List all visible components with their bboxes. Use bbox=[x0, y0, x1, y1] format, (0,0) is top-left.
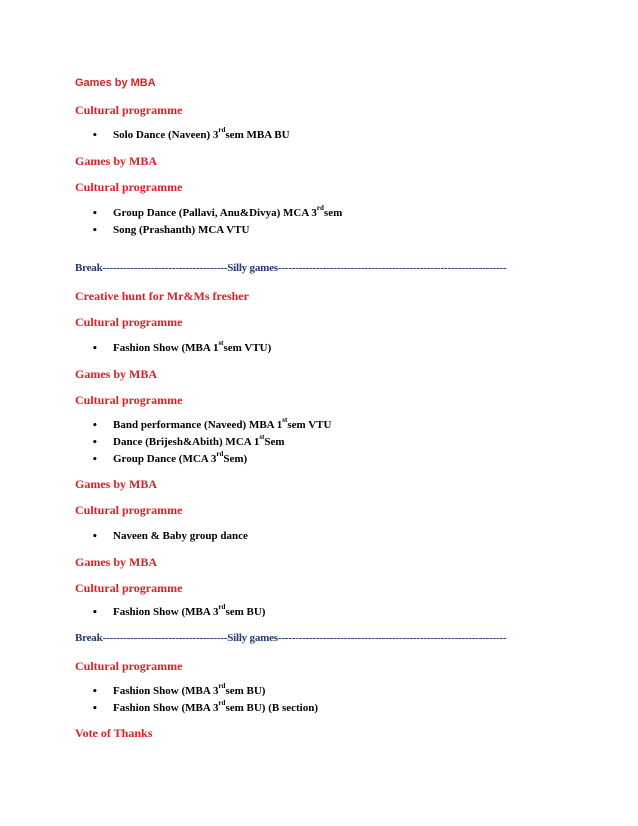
list-item: •Dance (Brijesh&Abith) MCA 1stSem bbox=[92, 436, 285, 448]
bullet-icon bbox=[92, 606, 113, 618]
bullet-icon bbox=[92, 702, 113, 714]
bullet-icon bbox=[92, 530, 113, 542]
bullet-icon bbox=[92, 419, 113, 431]
heading-games: Games by MBA bbox=[75, 154, 157, 168]
break-line: Break------------------------------------Silly games------------------------------------------------------------------ bbox=[75, 632, 507, 644]
list-item: •Fashion Show (MBA 1stsem VTU) bbox=[92, 342, 271, 354]
list-item: •Band performance (Naveed) MBA 1stsem VTU bbox=[92, 419, 331, 431]
list-item: •Fashion Show (MBA 3rdsem BU) bbox=[92, 606, 265, 618]
bullet-icon bbox=[92, 342, 113, 354]
break-line: Break------------------------------------Silly games------------------------------------------------------------------ bbox=[75, 262, 507, 274]
heading-cultural: Cultural programme bbox=[75, 180, 183, 194]
heading-games: Games by MBA bbox=[75, 77, 156, 89]
heading-cultural: Cultural programme bbox=[75, 103, 183, 117]
bullet-icon bbox=[92, 207, 113, 219]
bullet-icon bbox=[92, 453, 113, 465]
heading-cultural: Cultural programme bbox=[75, 659, 183, 673]
heading-games: Games by MBA bbox=[75, 555, 157, 569]
bullet-icon bbox=[92, 224, 113, 236]
list-item: •Naveen & Baby group dance bbox=[92, 530, 248, 542]
heading-creative-hunt: Creative hunt for Mr&Ms fresher bbox=[75, 289, 249, 303]
heading-cultural: Cultural programme bbox=[75, 315, 183, 329]
list-item: •Fashion Show (MBA 3rdsem BU) bbox=[92, 685, 265, 697]
list-item: •Solo Dance (Naveen) 3rdsem MBA BU bbox=[92, 129, 290, 141]
bullet-icon bbox=[92, 129, 113, 141]
list-item: •Group Dance (MCA 3rdSem) bbox=[92, 453, 247, 465]
heading-cultural: Cultural programme bbox=[75, 503, 183, 517]
list-item: •Group Dance (Pallavi, Anu&Divya) MCA 3rdsem bbox=[92, 207, 342, 219]
heading-vote-of-thanks: Vote of Thanks bbox=[75, 726, 153, 740]
bullet-icon bbox=[92, 685, 113, 697]
heading-cultural: Cultural programme bbox=[75, 393, 183, 407]
list-item: •Fashion Show (MBA 3rdsem BU) (B section) bbox=[92, 702, 318, 714]
list-item: •Song (Prashanth) MCA VTU bbox=[92, 224, 249, 236]
bullet-icon bbox=[92, 436, 113, 448]
heading-games: Games by MBA bbox=[75, 477, 157, 491]
heading-games: Games by MBA bbox=[75, 367, 157, 381]
heading-cultural: Cultural programme bbox=[75, 581, 183, 595]
